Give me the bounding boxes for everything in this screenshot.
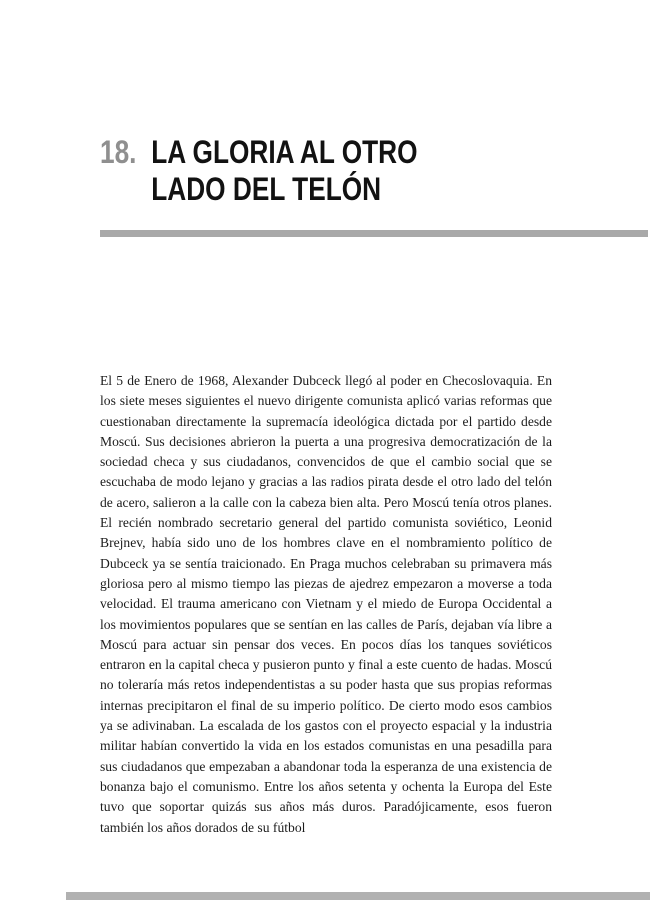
- heading-rule: [100, 230, 648, 237]
- footer-bar: [66, 892, 650, 900]
- chapter-heading: [100, 134, 418, 208]
- body-paragraph: El 5 de Enero de 1968, Alexander Dubceck llegó al poder en Checoslovaquia. En los siete meses siguientes el nuevo dirigente comunista aplicó varias reformas que cuestionaban directamente la supremacía ideológica dictada por el partido desde Moscú. Sus decisiones abrieron la puerta a una progresiva democratización de la sociedad checa y sus ciudadanos, convencidos de que el cambio social que se escuchaba de modo lejano y gracias a las radios pirata desde el otro lado del telón de acero, salieron a la calle con la cabeza bien alta. Pero Moscú tenía otros planes. El recién nombrado secretario general del partido comunista soviético, Leonid Brejnev, había sido uno de los hombres clave en el nombramiento político de Dubceck ya se sentía traicionado. En Praga muchos celebraban su primavera más gloriosa pero al mismo tiempo las piezas de ajedrez empezaron a moverse a toda velocidad. El trauma americano con Vietnam y el miedo de Europa Occidental a los movimientos populares que se sentían en las calles de París, dejaban vía libre a Moscú para actuar sin pensar dos veces. En pocos días los tanques soviéticos entraron en la capital checa y pusieron punto y final a este cuento de hadas. Moscú no toleraría más retos independentistas a su poder hasta que sus propias reformas internas precipitaron el final de su imperio político. De cierto modo esos cambios ya se adivinaban. La escalada de los gastos con el proyecto espacial y la industria militar habían convertido la vida en los estados comunistas en una pesadilla para sus ciudadanos que empezaban a abandonar toda la esperanza de una existencia de bonanza bajo el comunismo. Entre los años setenta y ochenta la Europa del Este tuvo que soportar quizás sus años más duros. Paradójicamente, esos fueron también los años dorados de su fútbol: [100, 373, 552, 835]
- chapter-title: [151, 134, 417, 208]
- chapter-title-line-1: LA GLORIA AL OTRO: [151, 134, 418, 170]
- chapter-number: 18.: [100, 134, 137, 170]
- chapter-title-line-2: LADO DEL TELÓN: [151, 171, 382, 207]
